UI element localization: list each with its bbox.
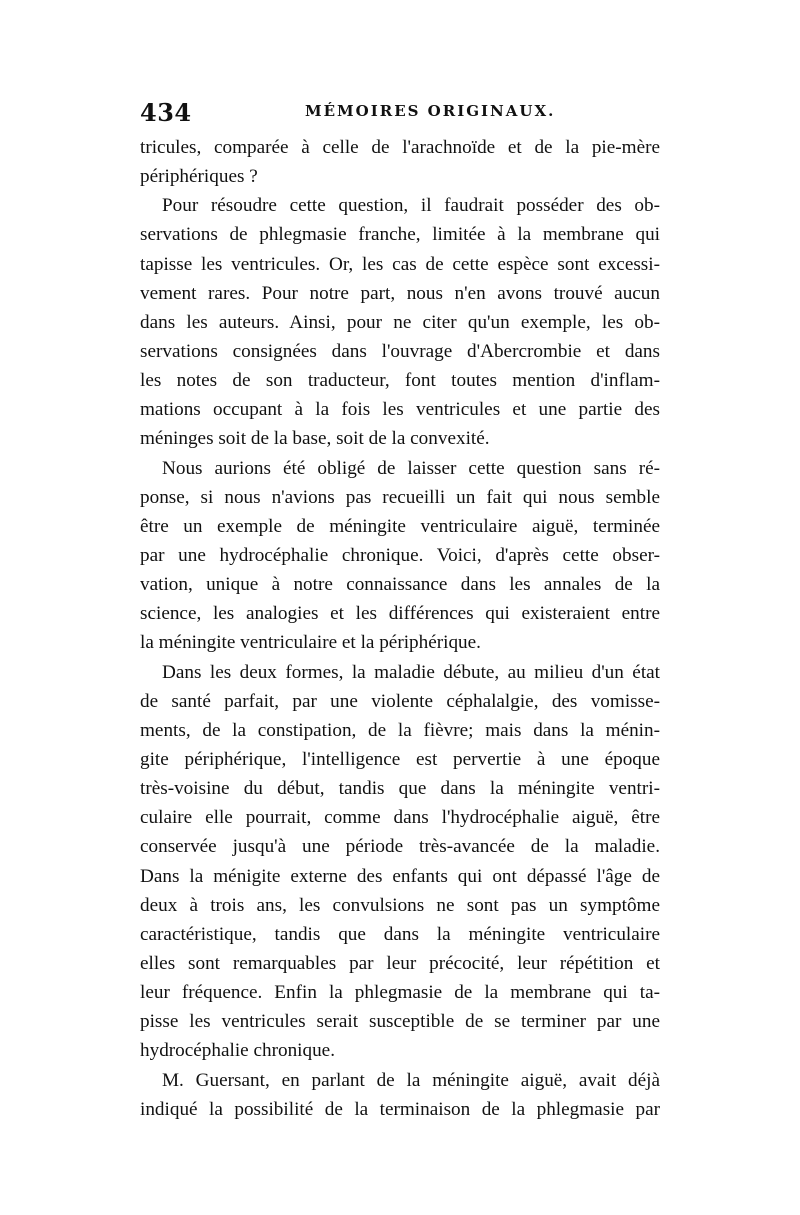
text-line: Nous aurions été obligé de laisser cette question sans ré- (162, 457, 660, 479)
text-line: périphériques ? (140, 166, 258, 188)
text-line: conservée jusqu'à une période très-avancée de la maladie. (140, 836, 660, 858)
text-line: les notes de son traducteur, font toutes mention d'inflam- (140, 370, 660, 392)
text-line: servations de phlegmasie franche, limitée à la membrane qui (140, 224, 660, 246)
text-line: vement rares. Pour notre part, nous n'en avons trouvé aucun (140, 282, 660, 304)
text-line: méninges soit de la base, soit de la convexité. (140, 428, 490, 450)
text-line: deux à trois ans, les convulsions ne sont pas un symptôme (140, 894, 660, 916)
text-line: très-voisine du début, tandis que dans la méningite ventri- (140, 778, 660, 800)
text-line: caractéristique, tandis que dans la méningite ventriculaire (140, 923, 660, 945)
text-line: M. Guersant, en parlant de la méningite aiguë, avait déjà (162, 1069, 660, 1091)
text-line: tricules, comparée à celle de l'arachnoïde et de la pie-mère (140, 137, 660, 158)
text-line: par une hydrocéphalie chronique. Voici, d'après cette obser- (140, 544, 660, 566)
page-header (140, 98, 660, 130)
text-line: tapisse les ventricules. Or, les cas de cette espèce sont excessi- (140, 253, 660, 275)
text-line: hydrocéphalie chronique. (140, 1040, 335, 1062)
text-line: indiqué la possibilité de la terminaison de la phlegmasie par (140, 1098, 660, 1120)
text-line: ponse, si nous n'avions pas recueilli un fait qui nous semble (140, 486, 660, 508)
page-number: 434 (140, 98, 192, 127)
text-line: vation, unique à notre connaissance dans les annales de la (140, 574, 660, 596)
text-line: Dans la ménigite externe des enfants qui ont dépassé l'âge de (140, 865, 660, 887)
text-line: culaire elle pourrait, comme dans l'hydrocéphalie aiguë, être (140, 807, 660, 829)
text-line: gite périphérique, l'intelligence est pervertie à une époque (140, 748, 660, 770)
text-line: elles sont remarquables par leur précocité, leur répétition et (140, 952, 660, 974)
text-line: dans les auteurs. Ainsi, pour ne citer qu'un exemple, les ob- (140, 311, 660, 333)
text-line: ments, de la constipation, de la fièvre; mais dans la ménin- (140, 719, 660, 741)
text-line: de santé parfait, par une violente céphalalgie, des vomisse- (140, 690, 660, 712)
text-line: Pour résoudre cette question, il faudrait posséder des ob- (162, 195, 660, 217)
text-line: servations consignées dans l'ouvrage d'Abercrombie et dans (140, 340, 660, 362)
running-head: MÉMOIRES ORIGINAUX. (305, 102, 556, 120)
text-line: science, les analogies et les différences qui existeraient entre (140, 603, 660, 625)
text-line: Dans les deux formes, la maladie débute, au milieu d'un état (162, 661, 660, 683)
text-line: mations occupant à la fois les ventricules et une partie des (140, 399, 660, 421)
text-line: la méningite ventriculaire et la périphérique. (140, 632, 481, 654)
body-text (140, 133, 660, 1124)
text-line: pisse les ventricules serait susceptible de se terminer par une (140, 1011, 660, 1033)
text-line: être un exemple de méningite ventriculaire aiguë, terminée (140, 515, 660, 537)
text-line: leur fréquence. Enfin la phlegmasie de la membrane qui ta- (140, 982, 660, 1004)
